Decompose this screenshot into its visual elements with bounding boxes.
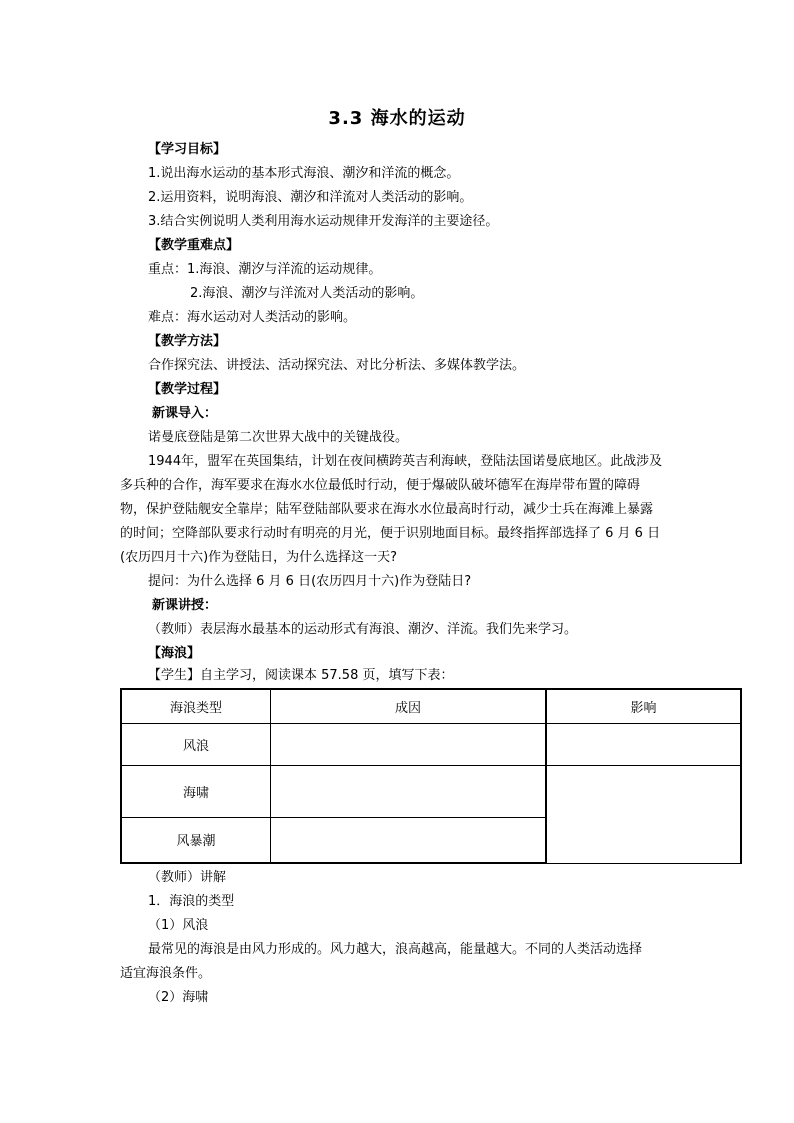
table-row-label: 风暴潮	[121, 817, 271, 863]
objective-line: 3.结合实例说明人类利用海水运动规律开发海洋的主要途径。	[148, 214, 499, 229]
subheading-teaching: 新课讲授：	[152, 598, 218, 613]
table-cell	[546, 723, 741, 765]
paragraph-line: 适宜海浪条件。	[120, 966, 212, 981]
section-heading-waves: 【海浪】	[148, 646, 201, 661]
table-header-cell: 海浪类型	[121, 689, 271, 723]
section-heading-key-points: 【教学重难点】	[148, 238, 240, 253]
key-point-line: 重点：1.海浪、潮汐与洋流的运动规律。	[148, 262, 382, 277]
paragraph-line: 多兵种的合作，海军要求在海水水位最低时行动，便于爆破队破坏德军在海岸带布置的障碍	[120, 478, 641, 493]
table-row-label: 海啸	[121, 765, 271, 817]
paragraph-line: 1944年，盟军在英国集结，计划在夜间横跨英吉利海峡，登陆法国诺曼底地区。此战涉及	[148, 454, 663, 469]
table-row-label: 风浪	[121, 723, 271, 765]
paragraph-line: 最常见的海浪是由风力形成的。风力越大，浪高越高，能量越大。不同的人类活动选择	[148, 942, 643, 957]
paragraph-line: 诺曼底登陆是第二次世界大战中的关键战役。	[148, 430, 409, 445]
paragraph-line: （教师）表层海水最基本的运动形式有海浪、潮汐、洋流。我们先来学习。	[148, 622, 578, 637]
wave-table	[120, 688, 742, 864]
objective-line: 1.说出海水运动的基本形式海浪、潮汐和洋流的概念。	[148, 166, 460, 181]
paragraph-line: （教师）讲解	[148, 870, 227, 885]
methods-line: 合作探究法、讲授法、活动探究法、对比分析法、多媒体教学法。	[148, 358, 526, 373]
section-heading-process: 【教学过程】	[148, 382, 227, 397]
subheading-intro: 新课导入：	[152, 406, 218, 421]
table-cell	[271, 723, 547, 765]
difficulty-line: 难点：海水运动对人类活动的影响。	[148, 310, 357, 325]
section-heading-objectives: 【学习目标】	[148, 142, 227, 157]
paragraph-line: 【学生】自主学习，阅读课本 57.58 页，填写下表：	[148, 668, 454, 683]
paragraph-line: 的时间；空降部队要求行动时有明亮的月光，便于识别地面目标。最终指挥部选择了 6 月 6 日	[120, 526, 661, 541]
table-cell	[271, 817, 547, 863]
table-cell	[271, 765, 547, 817]
key-point-line: 2.海浪、潮汐与洋流对人类活动的影响。	[190, 286, 424, 301]
page-title: 3.3 海水的运动	[328, 108, 466, 129]
list-heading: 1．海浪的类型	[148, 894, 235, 909]
list-subheading: （2）海啸	[148, 990, 209, 1005]
paragraph-line: 物，保护登陆舰安全靠岸；陆军登陆部队要求在海水水位最高时行动，减少士兵在海滩上暴露	[120, 502, 654, 517]
section-heading-methods: 【教学方法】	[148, 334, 227, 349]
paragraph-line: (农历四月十六)作为登陆日，为什么选择这一天?	[120, 550, 398, 565]
table-header-cell: 成因	[271, 689, 547, 723]
table-header-cell: 影响	[546, 689, 741, 723]
list-subheading: （1）风浪	[148, 918, 209, 933]
objective-line: 2.运用资料，说明海浪、潮汐和洋流对人类活动的影响。	[148, 190, 473, 205]
question-line: 提问：为什么选择 6 月 6 日(农历四月十六)作为登陆日?	[148, 574, 472, 589]
table-cell-merged	[546, 765, 741, 863]
